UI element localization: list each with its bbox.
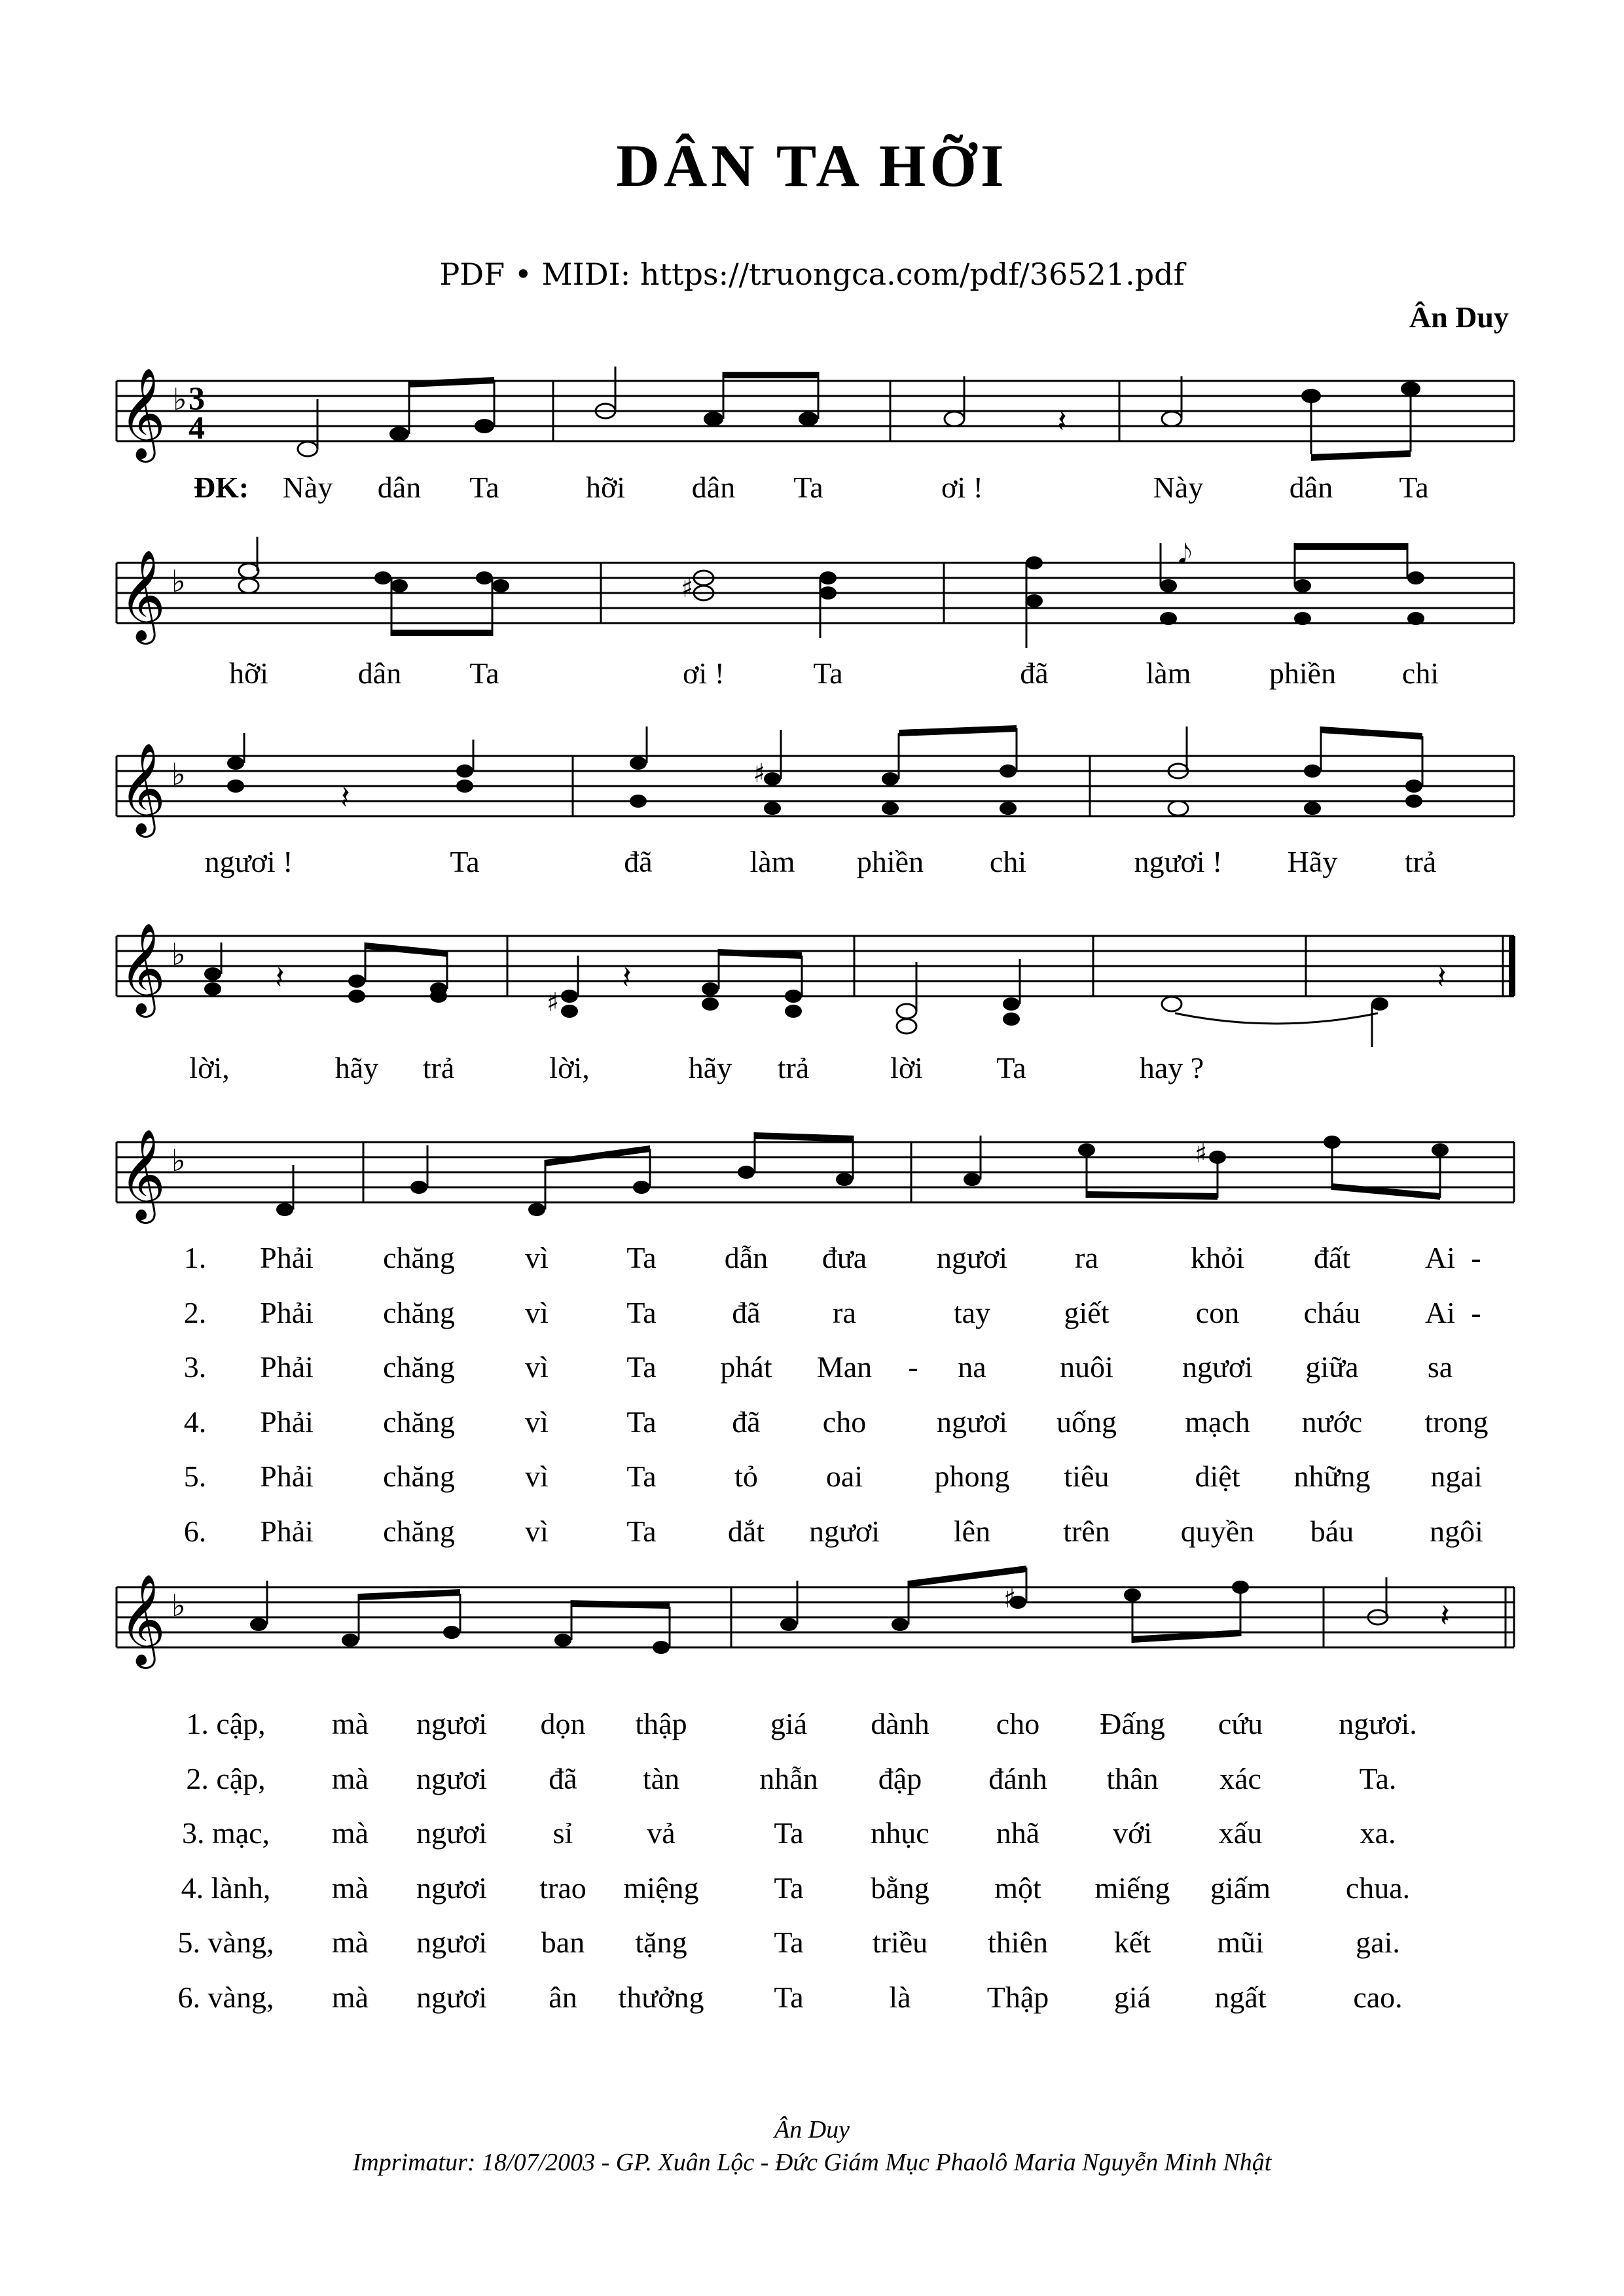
lyric-word: giữa bbox=[1305, 1350, 1359, 1384]
lyric-word: ân bbox=[549, 1980, 577, 2014]
verse-line-5 bbox=[0, 1459, 1624, 1498]
lyric-word: tỏ bbox=[734, 1460, 758, 1493]
lyric-word: phong bbox=[934, 1460, 1010, 1493]
refrain-lyrics-line-3 bbox=[0, 844, 1624, 884]
lyric-word: đã bbox=[549, 1761, 577, 1795]
verse-line-1 bbox=[0, 1240, 1624, 1280]
lyric-word: chăng bbox=[383, 1514, 455, 1548]
lyric-word: 5. bbox=[183, 1460, 207, 1493]
verse-line-4 bbox=[0, 1871, 1624, 1910]
lyric-word: đã bbox=[732, 1295, 761, 1329]
lyric-word: đưa bbox=[821, 1241, 867, 1274]
lyric-word: chăng bbox=[383, 1460, 455, 1493]
lyric-word: hỡi bbox=[228, 656, 269, 690]
lyric-word: mạch bbox=[1185, 1405, 1250, 1439]
rest-icon: 𝄽 bbox=[1437, 960, 1447, 996]
lyric-word: phiền bbox=[856, 845, 924, 878]
lyric-word: Ta bbox=[626, 1350, 657, 1384]
staff-system-4 bbox=[0, 916, 1624, 1060]
flat-icon: ♭ bbox=[171, 1588, 186, 1623]
lyric-word: uống bbox=[1056, 1405, 1117, 1439]
lyric-word: mà bbox=[331, 1816, 369, 1850]
verse-line-6 bbox=[0, 1514, 1624, 1553]
svg-text:♯: ♯ bbox=[1003, 1584, 1017, 1614]
verse-line-3 bbox=[0, 1816, 1624, 1855]
lyric-word: ngươi bbox=[936, 1405, 1008, 1439]
lyric-word: tàn bbox=[642, 1761, 680, 1795]
lyric-word: ngôi bbox=[1430, 1514, 1483, 1548]
verse-line-3 bbox=[0, 1350, 1624, 1389]
lyric-word: Này bbox=[1153, 471, 1204, 504]
lyric-word: mũi bbox=[1217, 1926, 1264, 1959]
lyric-word: 2. bbox=[183, 1295, 207, 1329]
lyric-word: vì bbox=[525, 1295, 549, 1329]
lyric-word: ĐK: bbox=[193, 471, 249, 504]
lyric-word: những bbox=[1293, 1460, 1371, 1493]
lyric-word: sỉ bbox=[552, 1816, 573, 1850]
lyric-word: Ta bbox=[813, 656, 843, 690]
lyric-word: miệng bbox=[623, 1871, 699, 1905]
lyric-word: giá bbox=[1113, 1980, 1151, 2014]
svg-text:𝅘𝅥𝅮: 𝅘𝅥𝅮 bbox=[1178, 539, 1192, 569]
lyric-word: Đấng bbox=[1100, 1707, 1165, 1740]
lyric-word: dành bbox=[871, 1707, 929, 1740]
lyric-word: trả bbox=[777, 1051, 810, 1085]
lyric-word: ngươi bbox=[416, 1926, 488, 1959]
lyric-word: Ta bbox=[774, 1816, 804, 1850]
lyric-word: Này bbox=[282, 471, 333, 504]
lyric-word: Ta bbox=[774, 1980, 804, 2014]
staff-system-5 bbox=[0, 1113, 1624, 1244]
lyric-word: chăng bbox=[383, 1295, 455, 1329]
footer-author: Ân Duy bbox=[774, 2116, 850, 2144]
lyric-word: chăng bbox=[383, 1405, 455, 1439]
lyric-word: cao. bbox=[1353, 1980, 1403, 2014]
lyric-word: đất bbox=[1313, 1241, 1351, 1274]
lyric-word: đã bbox=[1020, 656, 1049, 690]
lyric-word: 6. vàng, bbox=[177, 1980, 274, 2014]
lyric-word: trao bbox=[539, 1871, 586, 1905]
lyric-word: Ta bbox=[626, 1405, 657, 1439]
lyric-word: quyền bbox=[1180, 1514, 1255, 1548]
lyric-word: xa. bbox=[1360, 1816, 1396, 1850]
lyric-word: Ta bbox=[774, 1871, 804, 1905]
lyric-word: - bbox=[908, 1350, 918, 1384]
flat-icon: ♭ bbox=[171, 1143, 186, 1178]
lyric-word: hãy bbox=[688, 1051, 732, 1085]
lyric-word: cháu bbox=[1303, 1295, 1361, 1329]
lyric-word: Ai bbox=[1425, 1241, 1455, 1274]
lyric-word: nước bbox=[1301, 1405, 1363, 1439]
lyric-word: trả bbox=[422, 1051, 455, 1085]
lyric-word: mà bbox=[331, 1980, 369, 2014]
lyric-word: - bbox=[1471, 1241, 1481, 1274]
lyric-word: Ta bbox=[626, 1514, 657, 1548]
lyric-word: cho bbox=[996, 1707, 1040, 1740]
lyric-word: vì bbox=[525, 1405, 549, 1439]
rest-icon: 𝄽 bbox=[622, 960, 632, 996]
flat-icon: ♭ bbox=[171, 564, 186, 599]
lyric-word: 5. vàng, bbox=[177, 1926, 274, 1959]
lyric-word: vì bbox=[525, 1241, 549, 1274]
lyric-word: lên bbox=[953, 1514, 991, 1548]
svg-text:♯: ♯ bbox=[753, 759, 766, 789]
rest-icon: 𝄽 bbox=[1057, 403, 1067, 440]
treble-clef-icon: 𝄞 bbox=[119, 743, 166, 834]
staff-system-3 bbox=[0, 720, 1624, 851]
lyric-word: 4. bbox=[183, 1405, 207, 1439]
lyric-word: Ta bbox=[626, 1295, 657, 1329]
lyric-word: đập bbox=[878, 1761, 922, 1795]
lyric-word: đánh bbox=[988, 1761, 1047, 1795]
composer-name: Ân Duy bbox=[1409, 300, 1509, 334]
lyric-word: dân bbox=[691, 471, 736, 504]
lyric-word: làm bbox=[749, 845, 795, 878]
lyric-word: trả bbox=[1404, 845, 1437, 878]
verse-line-4 bbox=[0, 1405, 1624, 1444]
lyric-word: 1. cập, bbox=[186, 1707, 266, 1740]
lyric-word: Man bbox=[816, 1350, 873, 1384]
lyric-word: Ta. bbox=[1359, 1761, 1397, 1795]
lyric-word: con bbox=[1195, 1295, 1240, 1329]
lyric-word: hay ? bbox=[1139, 1051, 1204, 1085]
flat-icon: ♭ bbox=[171, 757, 186, 792]
lyric-word: Phải bbox=[260, 1405, 314, 1439]
flat-icon: ♭ bbox=[171, 937, 186, 972]
lyric-word: nhã bbox=[996, 1816, 1040, 1850]
lyric-word: ngươi bbox=[416, 1761, 488, 1795]
lyric-word: ra bbox=[1075, 1241, 1098, 1274]
lyric-word: ơi ! bbox=[683, 656, 725, 690]
lyric-word: ngươi bbox=[416, 1816, 488, 1850]
lyric-word: phiền bbox=[1269, 656, 1337, 690]
source-link[interactable]: PDF • MIDI: https://truongca.com/pdf/36521.pdf bbox=[439, 257, 1185, 292]
staff-system-6 bbox=[0, 1558, 1624, 1689]
lyric-word: oai bbox=[825, 1460, 863, 1493]
lyric-word: 3. mạc, bbox=[181, 1816, 270, 1850]
lyric-word: nhục bbox=[871, 1816, 929, 1850]
lyric-word: trên bbox=[1063, 1514, 1110, 1548]
lyric-word: nhẫn bbox=[759, 1761, 818, 1795]
lyric-word: vì bbox=[525, 1350, 549, 1384]
lyric-word: tay bbox=[953, 1295, 991, 1329]
lyric-word: Thập bbox=[986, 1980, 1049, 2014]
lyric-word: Phải bbox=[260, 1295, 314, 1329]
lyric-word: nuôi bbox=[1060, 1350, 1113, 1384]
staff-system-2 bbox=[0, 537, 1624, 668]
lyric-word: phát bbox=[720, 1350, 772, 1384]
lyric-word: tiêu bbox=[1064, 1460, 1110, 1493]
refrain-lyrics-line-2 bbox=[0, 656, 1624, 695]
lyric-word: mà bbox=[331, 1707, 369, 1740]
lyric-word: thập bbox=[635, 1707, 687, 1740]
lyric-word: giấm bbox=[1210, 1871, 1271, 1905]
lyric-word: ngất bbox=[1214, 1980, 1267, 2014]
lyric-word: chi bbox=[1401, 656, 1439, 690]
footer-imprimatur: Imprimatur: 18/07/2003 - GP. Xuân Lộc - Đức Giám Mục Phaolô Maria Nguyễn Minh Nhật bbox=[352, 2149, 1272, 2176]
verse-line-6 bbox=[0, 1980, 1624, 2019]
treble-clef-icon: 𝄞 bbox=[119, 550, 166, 641]
lyric-word: xấu bbox=[1218, 1816, 1263, 1850]
treble-clef-icon: 𝄞 bbox=[119, 1129, 166, 1220]
lyric-word: hãy bbox=[334, 1051, 379, 1085]
verse-line-5 bbox=[0, 1925, 1624, 1964]
lyric-word: mà bbox=[331, 1926, 369, 1959]
svg-text:♯: ♯ bbox=[681, 573, 694, 603]
lyric-word: dọn bbox=[540, 1707, 586, 1740]
lyric-word: ra bbox=[833, 1295, 856, 1329]
rest-icon: 𝄽 bbox=[275, 960, 285, 996]
lyric-word: chua. bbox=[1345, 1871, 1411, 1905]
lyric-word: ngươi ! bbox=[1134, 845, 1223, 878]
lyric-word: Ta bbox=[774, 1926, 804, 1959]
lyric-word: Ta bbox=[626, 1241, 657, 1274]
lyric-word: ngươi ! bbox=[204, 845, 293, 878]
lyric-word: ơi ! bbox=[941, 471, 983, 504]
lyric-word: dân bbox=[1289, 471, 1333, 504]
lyric-word: Ai bbox=[1425, 1295, 1455, 1329]
lyric-word: tặng bbox=[635, 1926, 687, 1959]
lyric-word: Hãy bbox=[1287, 845, 1338, 878]
song-title: DÂN TA HỠI bbox=[616, 132, 1008, 199]
lyric-word: dắt bbox=[727, 1514, 765, 1548]
lyric-word: cho bbox=[822, 1405, 867, 1439]
rest-icon: 𝄽 bbox=[340, 780, 350, 816]
lyric-word: ngươi bbox=[808, 1514, 880, 1548]
lyric-word: với bbox=[1112, 1816, 1153, 1850]
treble-clef-icon: 𝄞 bbox=[119, 1574, 166, 1665]
lyric-word: trong bbox=[1424, 1405, 1489, 1439]
lyric-word: diệt bbox=[1195, 1460, 1240, 1493]
lyric-word: Ta bbox=[1399, 471, 1429, 504]
lyric-word: Ta bbox=[793, 471, 823, 504]
treble-clef-icon: 𝄞 bbox=[119, 923, 166, 1014]
lyric-word: một bbox=[994, 1871, 1041, 1905]
lyric-word: Ta bbox=[469, 471, 499, 504]
lyric-word: bằng bbox=[871, 1871, 929, 1905]
lyric-word: sa bbox=[1427, 1350, 1453, 1384]
lyric-word: 3. bbox=[183, 1350, 207, 1384]
lyric-word: ngai bbox=[1430, 1460, 1483, 1493]
lyric-word: làm bbox=[1146, 656, 1191, 690]
lyric-word: Phải bbox=[260, 1350, 314, 1384]
svg-text:♯: ♯ bbox=[1195, 1139, 1208, 1169]
lyric-word: mà bbox=[331, 1761, 369, 1795]
verse-line-1 bbox=[0, 1706, 1624, 1746]
lyric-word: vả bbox=[647, 1816, 676, 1850]
flat-icon: ♭ bbox=[173, 382, 187, 417]
lyric-word: Phải bbox=[260, 1514, 314, 1548]
lyric-word: gai. bbox=[1356, 1926, 1400, 1959]
lyric-word: Phải bbox=[260, 1241, 314, 1274]
lyric-word: Ta bbox=[450, 845, 480, 878]
lyric-word: mà bbox=[331, 1871, 369, 1905]
refrain-lyrics-line-1 bbox=[0, 470, 1624, 509]
lyric-word: thân bbox=[1106, 1761, 1159, 1795]
lyric-word: chăng bbox=[383, 1350, 455, 1384]
lyric-word: vì bbox=[525, 1460, 549, 1493]
verse-line-2 bbox=[0, 1295, 1624, 1335]
lyric-word: 1. bbox=[183, 1241, 207, 1274]
lyric-word: thiên bbox=[988, 1926, 1048, 1959]
lyric-word: đã bbox=[732, 1405, 761, 1439]
verse-line-2 bbox=[0, 1761, 1624, 1801]
rest-icon: 𝄽 bbox=[1440, 1598, 1450, 1634]
lyric-word: ban bbox=[541, 1926, 585, 1959]
lyric-word: ngươi bbox=[416, 1980, 488, 2014]
lyric-word: - bbox=[1471, 1295, 1481, 1329]
time-signature-top: 3 bbox=[189, 380, 205, 416]
lyric-word: na bbox=[958, 1350, 986, 1384]
lyric-word: 6. bbox=[183, 1514, 207, 1548]
lyric-word: Phải bbox=[260, 1460, 314, 1493]
lyric-word: cứu bbox=[1218, 1707, 1263, 1740]
lyric-word: ngươi bbox=[416, 1871, 488, 1905]
lyric-word: Ta bbox=[469, 656, 499, 690]
lyric-word: kết bbox=[1113, 1926, 1151, 1959]
lyric-word: hỡi bbox=[585, 471, 626, 504]
lyric-word: giết bbox=[1064, 1295, 1110, 1329]
lyric-word: là bbox=[889, 1980, 911, 2014]
lyric-word: chăng bbox=[383, 1241, 455, 1274]
lyric-word: lời, bbox=[549, 1051, 590, 1085]
time-signature-bottom: 4 bbox=[189, 409, 205, 446]
lyric-word: 2. cập, bbox=[186, 1761, 266, 1795]
lyric-word: ngươi bbox=[936, 1241, 1008, 1274]
lyric-word: đã bbox=[624, 845, 653, 878]
lyric-word: lời, bbox=[189, 1051, 230, 1085]
lyric-word: 4. lành, bbox=[181, 1871, 271, 1905]
refrain-lyrics-line-4 bbox=[0, 1050, 1624, 1090]
lyric-word: chi bbox=[989, 845, 1027, 878]
svg-text:♯: ♯ bbox=[547, 988, 560, 1018]
lyric-word: thưởng bbox=[618, 1980, 704, 2014]
lyric-word: dân bbox=[357, 656, 402, 690]
lyric-word: triều bbox=[872, 1926, 928, 1959]
lyric-word: khỏi bbox=[1191, 1241, 1244, 1274]
lyric-word: giá bbox=[770, 1707, 808, 1740]
lyric-word: lời bbox=[890, 1051, 923, 1085]
lyric-word: dẫn bbox=[724, 1241, 768, 1274]
lyric-word: vì bbox=[525, 1514, 549, 1548]
treble-clef-icon: 𝄞 bbox=[119, 368, 166, 459]
lyric-word: báu bbox=[1310, 1514, 1354, 1548]
lyric-word: miếng bbox=[1094, 1871, 1170, 1905]
lyric-word: ngươi bbox=[416, 1707, 488, 1740]
lyric-word: Ta bbox=[996, 1051, 1026, 1085]
lyric-word: xác bbox=[1219, 1761, 1261, 1795]
lyric-word: Ta bbox=[626, 1460, 657, 1493]
lyric-word: ngươi. bbox=[1339, 1707, 1417, 1740]
lyric-word: ngươi bbox=[1182, 1350, 1254, 1384]
final-barline bbox=[1509, 936, 1515, 996]
lyric-word: dân bbox=[377, 471, 422, 504]
